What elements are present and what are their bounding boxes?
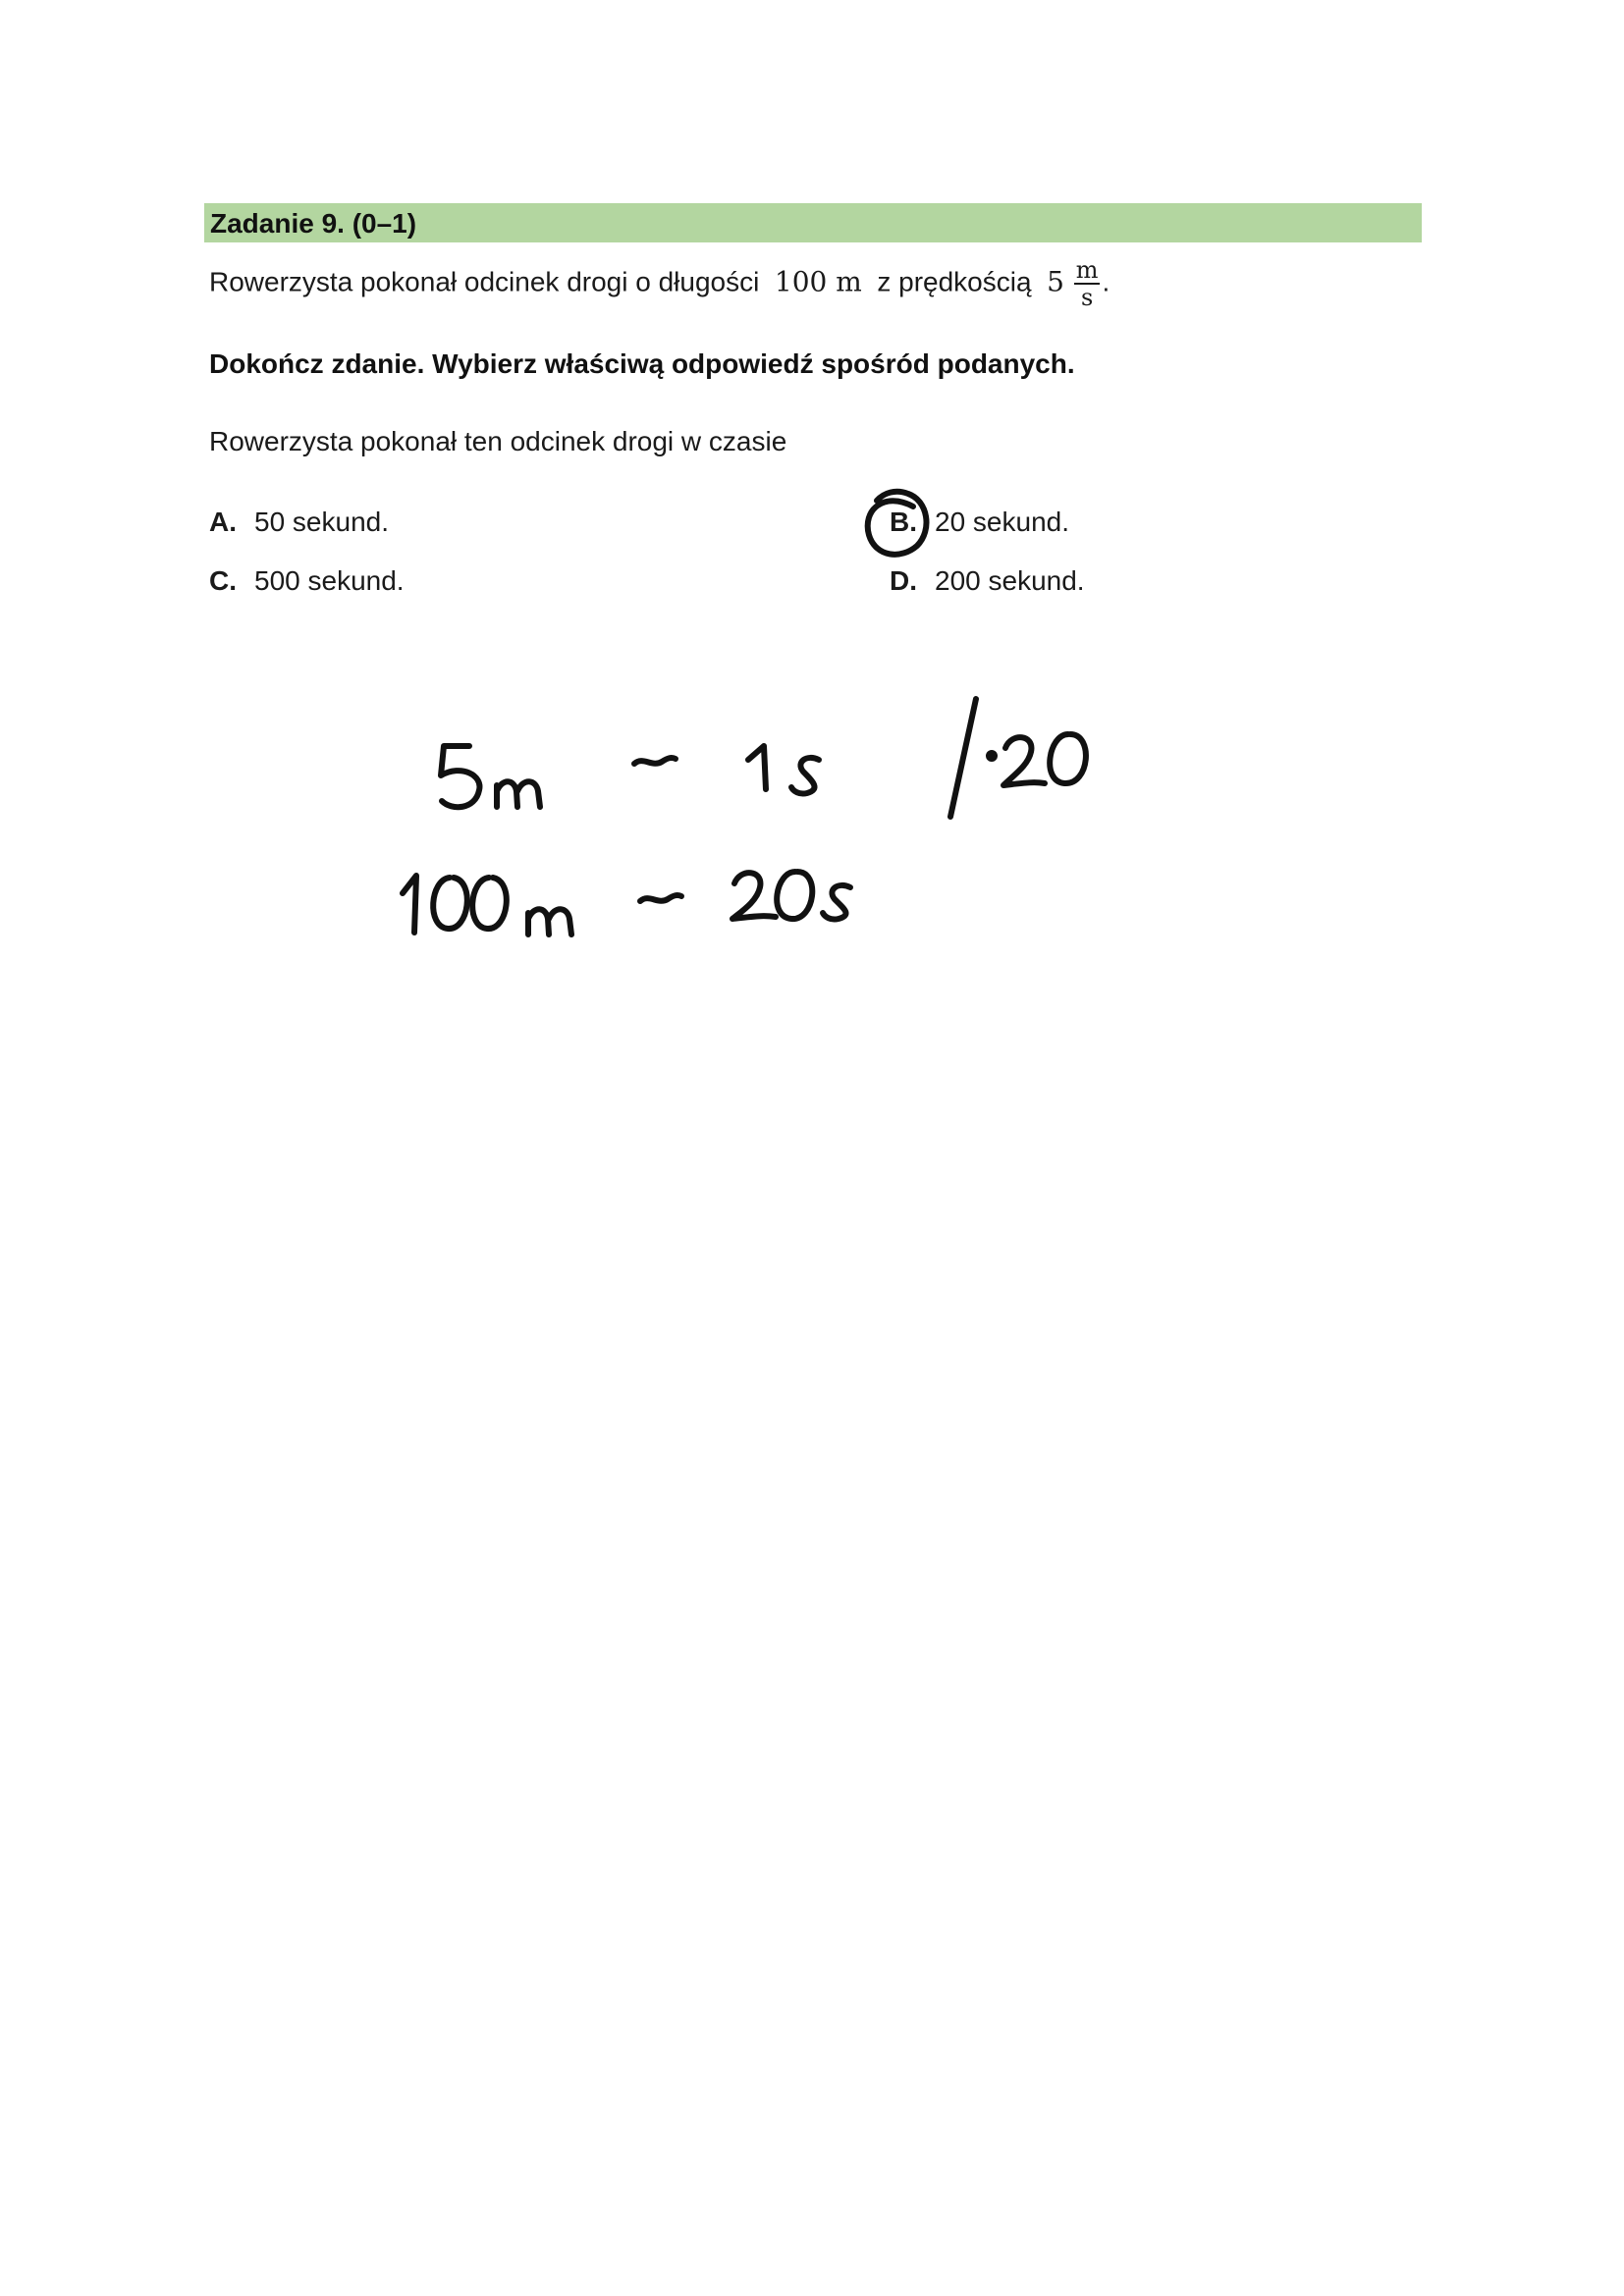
speed-unit-denominator: s [1080,284,1094,311]
intro-distance: 100 m [774,265,862,298]
handwritten-tilde-1 [634,758,676,764]
task-title: Zadanie 9. (0–1) [210,208,417,239]
question-stem: Rowerzysta pokonał ten odcinek drogi w czasie [209,426,787,456]
option-text: 200 sekund. [935,565,1085,596]
handwritten-multiply-20 [950,699,1086,817]
option-letter: A. [209,507,237,537]
option-letter: C. [209,565,237,596]
handwritten-5m [441,746,540,807]
handwritten-100m [403,876,571,934]
intro-text-start: Rowerzysta pokonał odcinek drogi o długości [209,266,760,297]
answer-option-a[interactable] [209,507,389,538]
task-intro [209,257,1110,310]
handwritten-1s [748,746,819,794]
speed-unit-fraction [1074,257,1101,310]
answer-option-b[interactable] [890,507,1069,538]
speed-unit-numerator: m [1075,256,1099,284]
intro-text-middle: z prędkością [877,266,1032,297]
handwritten-20s [732,872,850,920]
option-text: 20 sekund. [935,507,1069,537]
intro-text-end: . [1102,266,1110,297]
option-letter: B. [890,507,917,537]
intro-speed-value: 5 [1047,265,1064,298]
option-text: 500 sekund. [254,565,405,596]
task-header-bar [204,203,1422,242]
handwritten-tilde-2 [640,895,681,901]
option-text: 50 sekund. [254,507,389,537]
option-letter: D. [890,565,917,596]
answer-option-d[interactable] [890,565,1085,597]
task-instruction: Dokończ zdanie. Wybierz właściwą odpowiedź spośród podanych. [209,348,1075,379]
answer-option-c[interactable] [209,565,405,597]
